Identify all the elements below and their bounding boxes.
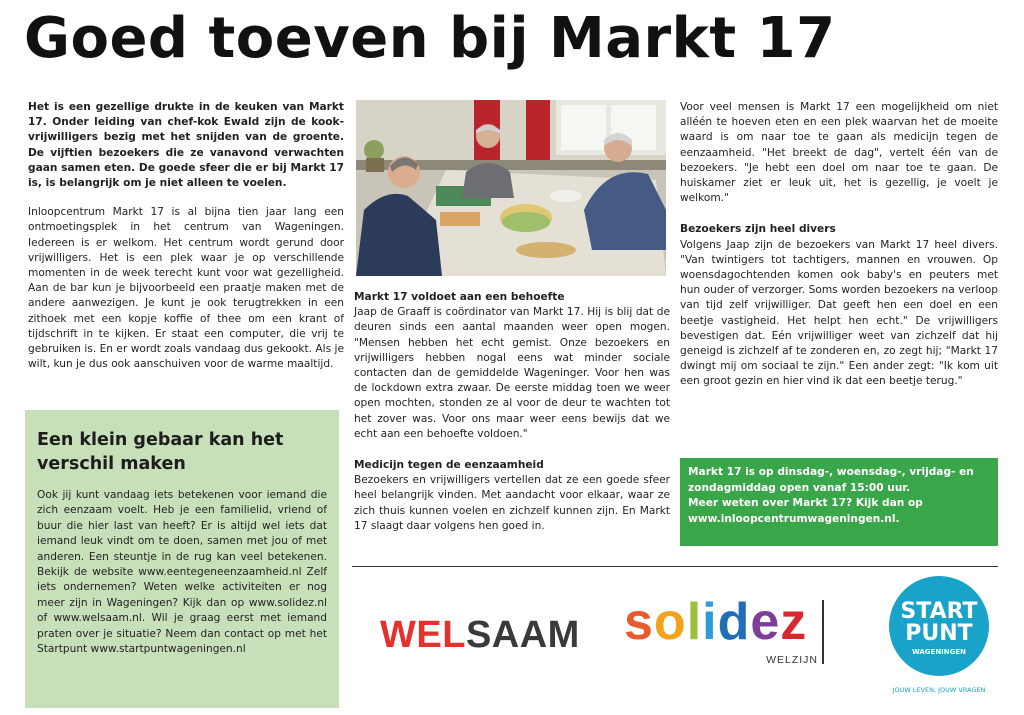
solidez-logo-subtitle: WELZIJN	[766, 654, 818, 666]
photo-illustration	[356, 100, 666, 276]
solidez-wordmark	[624, 593, 830, 651]
solidez-letter: s	[624, 593, 654, 651]
lead-paragraph: Het is een gezellige drukte in de keuken van Markt 17. Onder leiding van chef-kok Ewald zijn de kook-vrijwilligers bezig met het snijden van de groente. De vijftien bezoekers die ze vanavond verwachten gaan samen eten. De goede sfeer die er bij Markt 17 is, is belangrijk om je niet alleen te voelen.	[28, 101, 344, 190]
startpunt-line3: WAGENINGEN	[911, 648, 967, 656]
section-heading-divers: Bezoekers zijn heel divers	[680, 223, 836, 236]
welsaam-logo-wel: WEL	[380, 614, 466, 656]
section-text-intro: Voor veel mensen is Markt 17 een mogelijkheid om niet alléén te hoeven eten en een plek waarvan het de moeite waard is om naar toe te gaan als medicijn tegen de eenzaamheid. "Het breekt de dag", vertelt één van de bezoekers. "Je hebt een doel om naar toe te gaan. De huiskamer ziet er leuk uit, het is gezellig, je voelt je welkom."	[680, 101, 998, 205]
solidez-letter: l	[686, 593, 703, 651]
startpunt-line1: START	[900, 599, 978, 624]
solidez-letter: i	[702, 593, 718, 651]
solidez-letter: d	[717, 593, 751, 651]
body-paragraph: Inloopcentrum Markt 17 is al bijna tien jaar lang een ontmoetingsplek in het centrum van Wageningen. Iedereen is er welkom. Het centrum wordt gerund door vrijwilligers. Het is een plek waar je op verschillende momenten in de week terecht kunt voor wat gezelligheid. Aan de bar kun je bijvoorbeeld een praatje maken met de andere aanwezigen. Je kunt je ook terugtrekken in een zithoek met een kopje koffie of thee om een krant of tijdschrift in te kijken. Er staat een computer, die vrij te gebruiken is. En er wordt zoals vandaag dus gekookt. Als je wilt, kun je dus ook aanschuiven voor de warme maaltijd.	[28, 206, 344, 371]
startpunt-line2: PUNT	[905, 621, 973, 646]
kitchen-photo	[356, 100, 666, 276]
column-middle	[354, 290, 670, 534]
startpunt-logo	[880, 574, 998, 698]
section-text-divers: Volgens Jaap zijn de bezoekers van Markt 17 heel divers. "Van twintigers tot tachtigers, mannen en vrouwen. Op woensdagochtenden komen ook baby's en peuters met hun ouder of verzorger. Soms worden bezoekers na verloop van tijd zelf vrijwilliger. Dat geeft hen een doel en een beetje vastigheid. Het helpt hen echt." De vrijwilligers bevestigen dat. Eén vrijwilliger weet van zichzelf dat hij geneigd is zichzelf af te zonderen en, zo zegt hij; "Markt 17 dwingt mij om sociaal te zijn." Een ander zegt: "Ik kom uit een groot gezin en hier vind ik dat een beetje terug."	[680, 238, 998, 388]
section-heading-medicijn: Medicijn tegen de eenzaamheid	[354, 459, 544, 472]
welsaam-logo-saam: SAAM	[465, 614, 580, 656]
page-headline: Goed toeven bij Markt 17	[24, 6, 836, 71]
startpunt-tagline: JOUW LEVEN, JOUW VRAGEN	[892, 686, 986, 694]
tip-box-title: Een klein gebaar kan het verschil maken	[37, 430, 284, 474]
solidez-letter: e	[750, 593, 781, 651]
column-left	[28, 100, 344, 372]
solidez-letter: o	[653, 593, 687, 651]
section-text-behoefte: Jaap de Graaff is coördinator van Markt 17. Hij is blij dat de deuren sinds een aantal maanden weer open mogen. "Mensen hebben het echt gemist. Onze bezoekers en vrijwilligers hebben nogal eens wat minder sociale contacten dan de gemiddelde Wageninger. Voor hen was de lockdown extra zwaar. De eerste middag toen we weer open mochten, stonden ze al voor de deur te wachten tot het zover was. Voor ons maar weer eens bewijs dat we echt aan een behoefte voldoen."	[354, 306, 670, 440]
opening-hours-box	[680, 458, 998, 546]
solidez-logo-bar	[822, 600, 824, 664]
section-text-medicijn: Bezoekers en vrijwilligers vertellen dat ze een goede sfeer heel belangrijk vinden. Met aandacht voor elkaar, waar ze zich thuis kunnen voelen en zichzelf kunnen zijn. En Markt 17 slaagt daar volgens hen goed in.	[354, 474, 670, 532]
section-heading-behoefte: Markt 17 voldoet aan een behoefte	[354, 291, 565, 303]
opening-hours-text: Markt 17 is op dinsdag-, woensdag-, vrijdag- en zondagmiddag open vanaf 15:00 uur.	[688, 466, 974, 494]
solidez-letter: z	[780, 593, 808, 651]
section-divider	[352, 566, 998, 567]
column-right	[680, 100, 998, 390]
tip-box	[25, 410, 339, 708]
solidez-logo	[624, 593, 830, 670]
tip-box-text: Ook jij kunt vandaag iets betekenen voor iemand die zich eenzaam voelt. Heb je een familielid, vriend of buur die hier last van heeft? Er is altijd wel iets dat iemand leuk vindt om te doen, samen met jou of met anderen. Een steuntje in de rug kan veel betekenen. Bekijk de website www.eentegeneenzaamheid.nl Zelf iets ondernemen? Weten welke activiteiten er nog meer zijn in Wageningen? Kijk dan op www.solidez.nl of www.welsaam.nl. Wil je graag eerst met iemand praten over je situatie? Neem dan contact op met het Startpunt www.startpuntwageningen.nl	[37, 489, 327, 656]
welsaam-logo	[380, 614, 580, 657]
startpunt-logo-graphic	[880, 574, 998, 698]
more-info-text: Meer weten over Markt 17? Kijk dan op www.inloopcentrumwageningen.nl.	[688, 497, 923, 525]
